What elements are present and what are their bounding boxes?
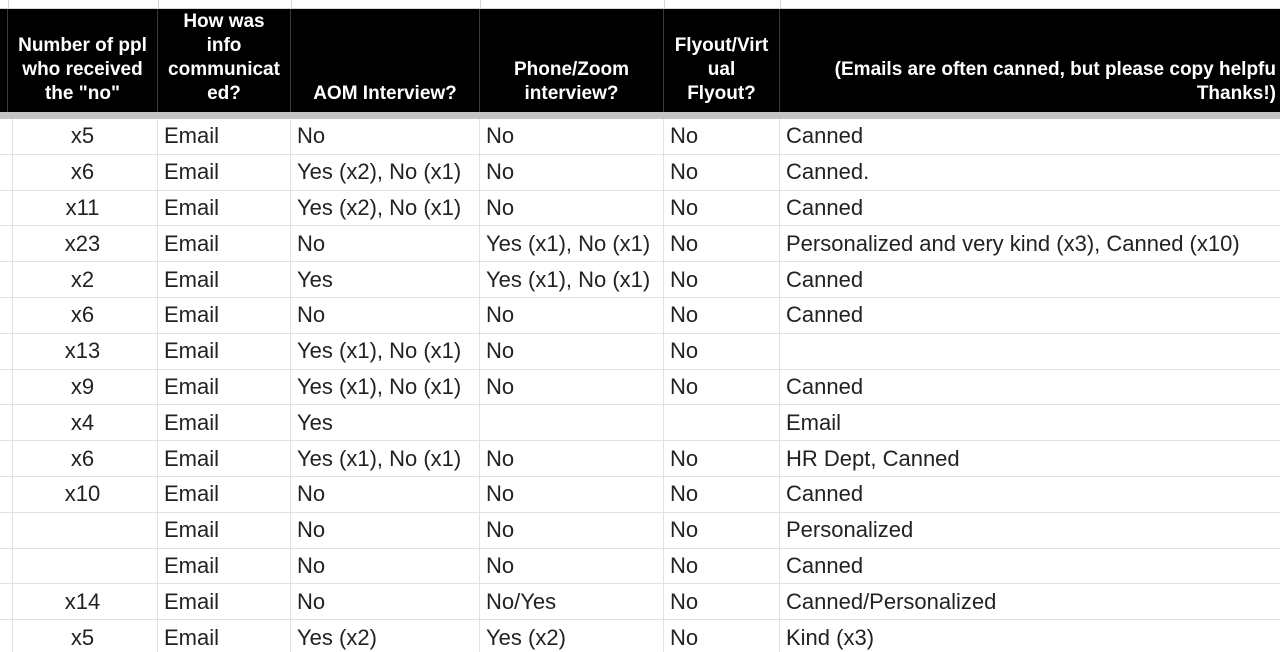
communication-cell[interactable]: Email [158,262,291,297]
flyout-cell[interactable]: No [664,370,780,405]
notes-cell[interactable]: Canned [786,481,864,507]
communication-cell[interactable]: Email [158,584,291,619]
flyout-cell[interactable]: No [664,262,780,297]
column-header-strip [0,0,1280,9]
recipients-cell[interactable]: x13 [8,334,158,369]
communication-cell[interactable]: Email [158,405,291,440]
column-boundary[interactable] [158,0,159,8]
flyout-cell[interactable]: No [664,477,780,512]
aom-interview-cell[interactable]: No [291,584,480,619]
header-cell-phone-interview[interactable]: Phone/Zoom interview? [480,9,664,112]
table-row [0,334,1280,370]
notes-cell[interactable]: Personalized and very kind (x3), Canned (x10) [786,230,1240,256]
notes-cell[interactable]: Kind (x3) [786,624,875,650]
table-row [0,584,1280,620]
flyout-cell[interactable]: No [664,155,780,190]
recipients-cell[interactable]: x2 [8,262,158,297]
communication-cell[interactable]: Email [158,549,291,584]
header-row [0,9,1280,112]
column-boundary[interactable] [8,0,9,8]
recipients-cell[interactable]: x5 [8,119,158,154]
table-row [0,477,1280,513]
aom-interview-cell[interactable]: Yes (x1), No (x1) [291,370,480,405]
aom-interview-cell[interactable]: Yes (x1), No (x1) [291,334,480,369]
aom-interview-cell[interactable]: No [291,513,480,548]
communication-cell[interactable]: Email [158,620,291,652]
communication-cell[interactable]: Email [158,334,291,369]
header-notes-text: (Emails are often canned, but please copy helpfu Thanks!) [834,59,1276,104]
notes-cell[interactable]: Email [786,409,842,435]
header-cell-gutter[interactable] [0,9,8,112]
notes-cell[interactable]: HR Dept, Canned [786,445,960,471]
column-boundary[interactable] [480,0,481,8]
flyout-cell[interactable]: No [664,334,780,369]
table-row [0,226,1280,262]
phone-interview-cell[interactable]: Yes (x1), No (x1) [480,226,664,261]
aom-interview-cell[interactable]: No [291,477,480,512]
notes-cell[interactable]: Canned. [786,159,870,185]
notes-cell[interactable]: Canned [786,552,864,578]
recipients-cell[interactable]: x6 [8,441,158,476]
flyout-cell[interactable]: No [664,119,780,154]
table-row [0,119,1280,155]
aom-interview-cell[interactable]: Yes (x2), No (x1) [291,155,480,190]
recipients-cell[interactable]: x6 [8,298,158,333]
table-row [0,441,1280,477]
flyout-cell[interactable]: No [664,226,780,261]
communication-cell[interactable]: Email [158,155,291,190]
phone-interview-cell[interactable]: No [480,370,664,405]
communication-cell[interactable]: Email [158,441,291,476]
aom-interview-cell[interactable]: No [291,226,480,261]
aom-interview-cell[interactable]: Yes [291,262,480,297]
recipients-cell[interactable]: x23 [8,226,158,261]
phone-interview-cell[interactable]: No [480,191,664,226]
phone-interview-cell[interactable]: No [480,513,664,548]
header-cell-flyout[interactable]: Flyout/Virt ual Flyout? [664,9,780,112]
notes-cell[interactable]: Canned [786,302,864,328]
flyout-cell[interactable]: No [664,191,780,226]
phone-interview-cell[interactable]: No [480,298,664,333]
table-row [0,298,1280,334]
data-rows [0,119,1280,652]
header-cell-communication[interactable]: How was info communicat ed? [158,9,291,112]
recipients-cell[interactable] [8,549,158,584]
aom-interview-cell[interactable]: Yes (x1), No (x1) [291,441,480,476]
recipients-cell[interactable]: x6 [8,155,158,190]
notes-cell[interactable]: Canned [786,123,864,149]
recipients-cell[interactable]: x4 [8,405,158,440]
notes-cell[interactable]: Personalized [786,517,914,543]
frozen-row-divider[interactable] [0,112,1280,119]
aom-interview-cell[interactable]: Yes (x2) [291,620,480,652]
notes-cell[interactable]: Canned [786,194,864,220]
flyout-cell[interactable]: No [664,513,780,548]
table-row [0,191,1280,227]
table-row [0,370,1280,406]
recipients-cell[interactable] [8,513,158,548]
notes-cell[interactable]: Canned [786,266,864,292]
header-cell-notes[interactable] [780,9,1280,112]
phone-interview-cell[interactable]: No [480,155,664,190]
aom-interview-cell[interactable]: No [291,119,480,154]
recipients-cell[interactable]: x9 [8,370,158,405]
phone-interview-cell[interactable]: No [480,441,664,476]
phone-interview-cell[interactable]: No [480,549,664,584]
flyout-cell[interactable]: No [664,549,780,584]
flyout-cell[interactable]: No [664,298,780,333]
header-cell-aom-interview[interactable]: AOM Interview? [291,9,480,112]
table-row [0,405,1280,441]
recipients-cell[interactable]: x14 [8,584,158,619]
communication-cell[interactable]: Email [158,191,291,226]
table-row [0,620,1280,652]
recipients-cell[interactable]: x11 [8,191,158,226]
flyout-cell[interactable]: No [664,584,780,619]
column-boundary[interactable] [291,0,292,8]
communication-cell[interactable]: Email [158,370,291,405]
phone-interview-cell[interactable]: No [480,119,664,154]
communication-cell[interactable]: Email [158,513,291,548]
aom-interview-cell[interactable]: Yes (x2), No (x1) [291,191,480,226]
communication-cell[interactable]: Email [158,119,291,154]
column-boundary[interactable] [780,0,781,8]
aom-interview-cell[interactable]: No [291,298,480,333]
flyout-cell[interactable]: No [664,620,780,652]
notes-cell[interactable]: Canned [786,373,864,399]
phone-interview-cell[interactable]: Yes (x1), No (x1) [480,262,664,297]
table-row [0,262,1280,298]
header-cell-recipients[interactable]: Number of ppl who received the "no" [8,9,158,112]
column-boundary[interactable] [664,0,665,8]
phone-interview-cell[interactable]: No/Yes [480,584,664,619]
flyout-cell[interactable]: No [664,441,780,476]
recipients-cell[interactable]: x10 [8,477,158,512]
phone-interview-cell[interactable]: No [480,334,664,369]
table-row [0,155,1280,191]
table-row [0,549,1280,585]
aom-interview-cell[interactable]: Yes [291,405,480,440]
table-row [0,513,1280,549]
communication-cell[interactable]: Email [158,298,291,333]
communication-cell[interactable]: Email [158,477,291,512]
phone-interview-cell[interactable] [480,405,664,440]
phone-interview-cell[interactable]: No [480,477,664,512]
aom-interview-cell[interactable]: No [291,549,480,584]
phone-interview-cell[interactable]: Yes (x2) [480,620,664,652]
communication-cell[interactable]: Email [158,226,291,261]
notes-cell[interactable] [780,334,1280,369]
notes-cell[interactable]: Canned/Personalized [786,588,997,614]
flyout-cell[interactable] [664,405,780,440]
recipients-cell[interactable]: x5 [8,620,158,652]
